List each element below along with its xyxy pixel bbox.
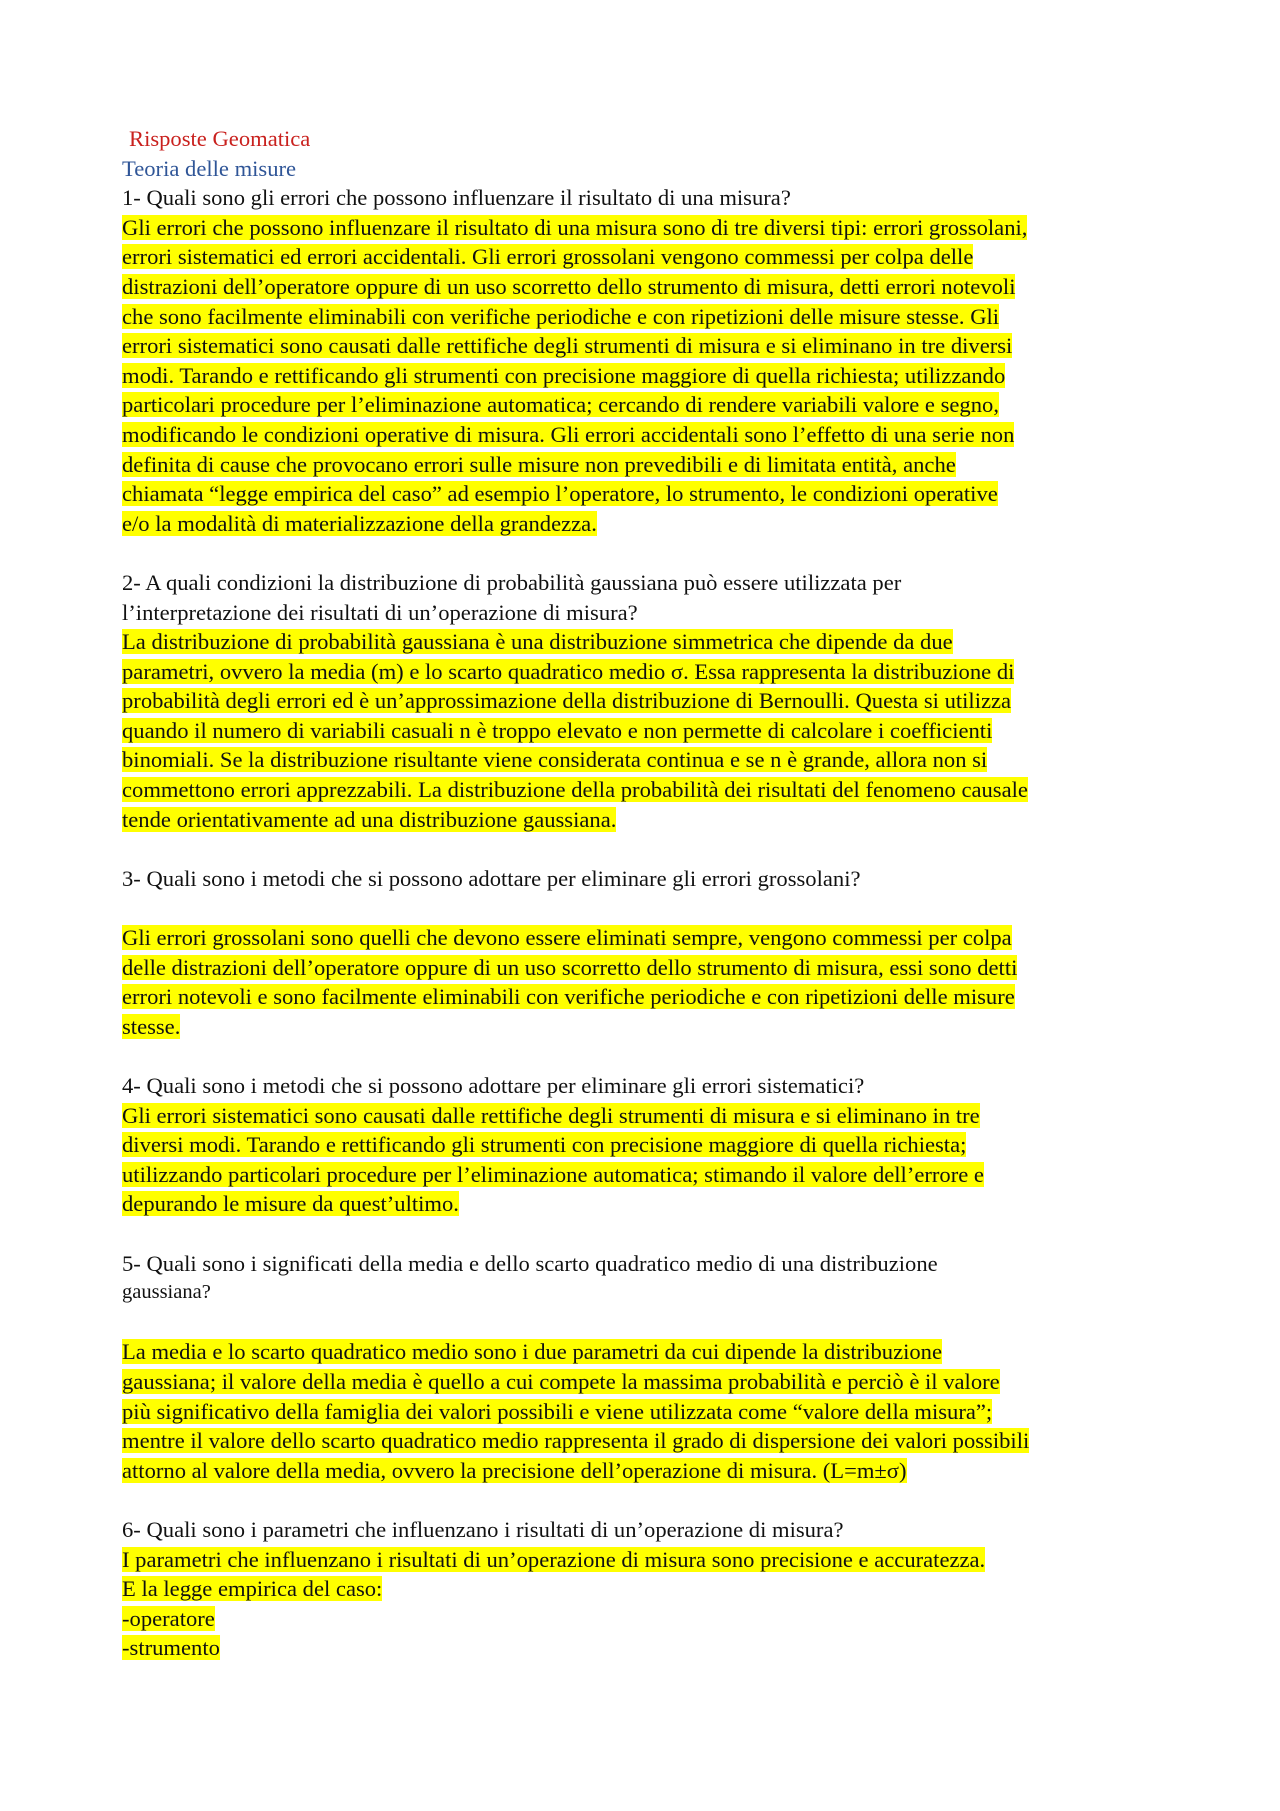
answer-1-line-3: distrazioni dell’operatore oppure di un uso scorretto dello strumento di misura, detti errori notevoli bbox=[122, 273, 1016, 299]
document-title: Risposte Geomatica bbox=[129, 126, 311, 151]
paragraph-spacer bbox=[122, 1219, 1182, 1249]
answer-1-line-1: Gli errori che possono influenzare il risultato di una misura sono di tre diversi tipi: errori grossolani, bbox=[122, 214, 1028, 240]
answer-6-line-4: -strumento bbox=[122, 1635, 220, 1661]
question-3-line-1: 3- Quali sono i metodi che si possono adottare per eliminare gli errori grossolani? bbox=[122, 865, 861, 891]
answer-2-line-3: probabilità degli errori ed è un’approssimazione della distribuzione di Bernoulli. Questa si utilizza bbox=[122, 688, 1012, 714]
paragraph-spacer bbox=[122, 1485, 1182, 1515]
answer-2-line-1: La distribuzione di probabilità gaussiana è una distribuzione simmetrica che dipende da due bbox=[122, 629, 953, 655]
answer-1-line-2: errori sistematici ed errori accidentali. Gli errori grossolani vengono commessi per colpa delle bbox=[122, 244, 974, 270]
paragraph-spacer bbox=[122, 1308, 1182, 1338]
question-6-line-1: 6- Quali sono i parametri che influenzano i risultati di un’operazione di misura? bbox=[122, 1516, 844, 1542]
answer-3-line-1: Gli errori grossolani sono quelli che devono essere eliminati sempre, vengono commessi per colpa bbox=[122, 925, 1012, 951]
answer-3-line-4: stesse. bbox=[122, 1013, 181, 1039]
answer-5-line-2: gaussiana; il valore della media è quello a cui compete la massima probabilità e perciò è il valore bbox=[122, 1368, 1000, 1394]
answer-6-line-3: -operatore bbox=[122, 1605, 215, 1631]
answer-2-line-2: parametri, ovvero la media (m) e lo scarto quadratico medio σ. Essa rappresenta la distribuzione di bbox=[122, 658, 1015, 684]
section-3 bbox=[122, 864, 1182, 1042]
answer-2-line-5: binomiali. Se la distribuzione risultante viene considerata continua e se n è grande, allora non si bbox=[122, 747, 988, 773]
question-1-line-1: 1- Quali sono gli errori che possono influenzare il risultato di una misura? bbox=[122, 185, 791, 211]
answer-3-line-3: errori notevoli e sono facilmente eliminabili con verifiche periodiche e con ripetizioni delle misure bbox=[122, 984, 1015, 1010]
answer-1-line-6: modi. Tarando e rettificando gli strumenti con precisione maggiore di quella richiesta; utilizzando bbox=[122, 362, 1006, 388]
paragraph-spacer bbox=[122, 834, 1182, 864]
answer-6-line-1: I parametri che influenzano i risultati di un’operazione di misura sono precisione e accuratezza. bbox=[122, 1546, 986, 1572]
question-5-line-1: 5- Quali sono i significati della media e dello scarto quadratico medio di una distribuzione bbox=[122, 1250, 938, 1276]
question-2-line-2: l’interpretazione dei risultati di un’operazione di misura? bbox=[122, 599, 638, 625]
answer-1-line-4: che sono facilmente eliminabili con verifiche periodiche e con ripetizioni delle misure stesse. Gli bbox=[122, 303, 1000, 329]
answer-5-line-4: mentre il valore dello scarto quadratico medio rappresenta il grado di dispersione dei valori possibili bbox=[122, 1428, 1030, 1454]
answer-4-line-2: diversi modi. Tarando e rettificando gli strumenti con precisione maggiore di quella richiesta; bbox=[122, 1132, 967, 1158]
answer-6-line-2: E la legge empirica del caso: bbox=[122, 1576, 383, 1602]
answer-5-line-5: attorno al valore della media, ovvero la precisione dell’operazione di misura. (L=m±σ) bbox=[122, 1457, 907, 1483]
section-6 bbox=[122, 1515, 1182, 1663]
paragraph-spacer bbox=[122, 1041, 1182, 1071]
answer-2-line-7: tende orientativamente ad una distribuzione gaussiana. bbox=[122, 806, 617, 832]
paragraph-spacer bbox=[122, 893, 1182, 923]
answer-3-line-2: delle distrazioni dell’operatore oppure di un uso scorretto dello strumento di misura, essi sono detti bbox=[122, 954, 1018, 980]
section-2 bbox=[122, 568, 1182, 834]
answer-2-line-4: quando il numero di variabili casuali n è troppo elevato e non permette di calcolare i coefficienti bbox=[122, 717, 993, 743]
question-5-line-2: gaussiana? bbox=[122, 1281, 211, 1304]
section-4 bbox=[122, 1071, 1182, 1219]
answer-4-line-1: Gli errori sistematici sono causati dalle rettifiche degli strumenti di misura e si eliminano in tre bbox=[122, 1102, 980, 1128]
answer-1-line-10: chiamata “legge empirica del caso” ad esempio l’operatore, lo strumento, le condizioni operative bbox=[122, 481, 998, 507]
answer-4-line-3: utilizzando particolari procedure per l’eliminazione automatica; stimando il valore dell’errore e bbox=[122, 1161, 984, 1187]
answer-1-line-5: errori sistematici sono causati dalle rettifiche degli strumenti di misura e si eliminano in tre diversi bbox=[122, 333, 1013, 359]
document-subtitle: Teoria delle misure bbox=[122, 155, 297, 181]
section-1 bbox=[122, 183, 1182, 538]
answer-1-line-7: particolari procedure per l’eliminazione automatica; cercando di rendere variabili valore e segno, bbox=[122, 392, 999, 418]
answer-1-line-8: modificando le condizioni operative di misura. Gli errori accidentali sono l’effetto di una serie non bbox=[122, 421, 1015, 447]
answer-2-line-6: commettono errori apprezzabili. La distribuzione della probabilità dei risultati del fenomeno causale bbox=[122, 777, 1028, 803]
question-4-line-1: 4- Quali sono i metodi che si possono adottare per eliminare gli errori sistematici? bbox=[122, 1073, 865, 1098]
answer-4-line-4: depurando le misure da quest’ultimo. bbox=[122, 1191, 459, 1217]
paragraph-spacer bbox=[122, 538, 1182, 568]
answer-5-line-1: La media e lo scarto quadratico medio sono i due parametri da cui dipende la distribuzione bbox=[122, 1339, 942, 1365]
answer-5-line-3: più significativo della famiglia dei valori possibili e viene utilizzata come “valore della misura”; bbox=[122, 1398, 993, 1424]
answer-1-line-9: definita di cause che provocano errori sulle misure non prevedibili e di limitata entità, anche bbox=[122, 451, 956, 477]
question-2-line-1: 2- A quali condizioni la distribuzione di probabilità gaussiana può essere utilizzata per bbox=[122, 569, 902, 595]
section-5 bbox=[122, 1249, 1182, 1486]
answer-1-line-11: e/o la modalità di materializzazione della grandezza. bbox=[122, 510, 597, 536]
document-page bbox=[122, 124, 1182, 1663]
